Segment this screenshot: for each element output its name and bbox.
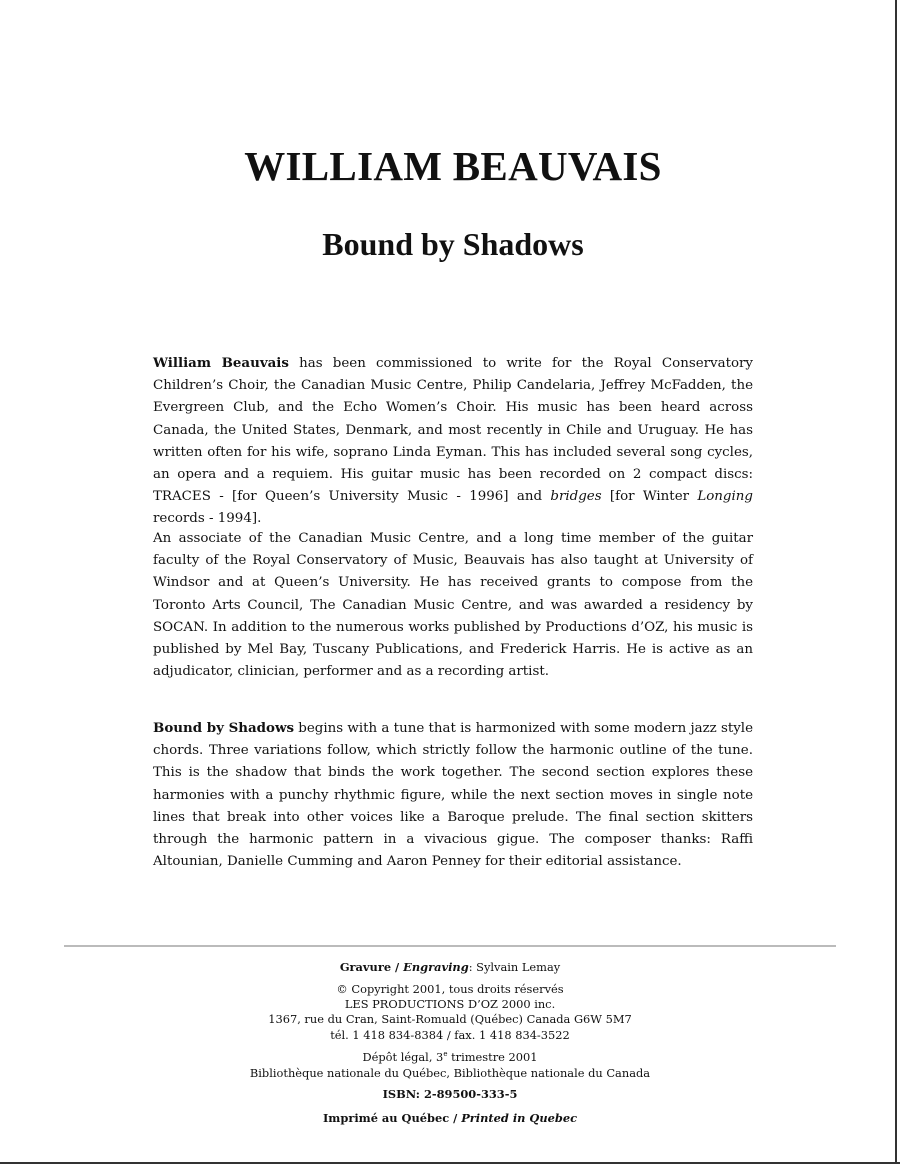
copyright-line: © Copyright 2001, tous droits réservés [336, 982, 564, 996]
piece-title: Bound by Shadows [322, 226, 584, 262]
printed-en: Printed in Quebec [461, 1111, 578, 1125]
engraving-credit [0, 960, 900, 974]
bio1-text-c: records - 1994]. [153, 511, 262, 527]
engraving-label-fr: Gravure [339, 960, 392, 974]
program-notes-paragraph [153, 717, 753, 873]
engraving-label-en: Engraving [403, 960, 469, 974]
record-label: Longing [697, 489, 753, 505]
biography-paragraph-2: An associate of the Canadian Music Centre, and a long time member of the guitar faculty of the Royal Conservatory of Music, Beauvais has also taught at University of Windsor and at Queen’s University. He has received grants to compose from the Toronto Arts Council, The Canadian Music Centre, and was awarded a residency by SOCAN. In addition to the numerous works published by Productions d’OZ, his music is published by Mel Bay, Tuscany Publications, and Frederick Harris. He is active as an adjudicator, clinician, performer and as a recording artist. [153, 531, 753, 680]
printed-in-line [0, 1111, 900, 1125]
biography-paragraph-1 [153, 352, 753, 531]
composer-name: WILLIAM BEAUVAIS [244, 143, 662, 189]
legal-deposit-line: Dépôt légal, 3e trimestre 2001 [362, 1050, 538, 1064]
publisher-address: 1367, rue du Cran, Saint-Romuald (Québec) Canada G6W 5M7 [268, 1012, 632, 1027]
engraver-name: : Sylvain Lemay [468, 960, 561, 974]
libraries-line: Bibliothèque nationale du Québec, Bibliothèque nationale du Canada [249, 1066, 651, 1080]
printed-sep: / [449, 1111, 462, 1125]
composer-name-bold: William Beauvais [153, 355, 289, 371]
divider-rule [64, 945, 836, 947]
bio1-text-a: has been commissioned to write for the Royal Conservatory Children’s Choir, the Canadian Music Centre, Philip Candelaria, Jeffrey McFadden, the Evergreen Club, and the Echo Women’s Choir. His music has been heard across Canada, the United States, Denmark, and most recently in Chile and Uruguay. He has written often for his wife, soprano Linda Eyman. This has included several song cycles, an opera and a requiem. His guitar music has been recorded on 2 compact discs: TRACES - [for Queen’s University Music - 1996] and [153, 356, 753, 505]
publisher-block [0, 982, 900, 1043]
isbn: ISBN: 2-89500-333-5 [382, 1087, 518, 1101]
printed-fr: Imprimé au Québec [322, 1111, 450, 1125]
notes-text: begins with a tune that is harmonized with some modern jazz style chords. Three variations follow, which strictly follow the harmonic outline of the tune. This is the shadow that binds the work together. The second section explores these harmonies with a punchy rhythmic figure, while the next section moves in single note lines that break into other voices like a Baroque prelude. The final section skitters through the harmonic pattern in a vivacious gigue. The composer thanks: Raffi Altounian, Danielle Cumming and Aaron Penney for their editorial assistance. [153, 721, 753, 870]
publisher-name: LES PRODUCTIONS D’OZ 2000 inc. [344, 997, 556, 1012]
legal-deposit-block [0, 1049, 900, 1081]
piece-title-bold: Bound by Shadows [153, 720, 295, 736]
album-title: bridges [550, 489, 602, 505]
publisher-phone: tél. 1 418 834-8384 / fax. 1 418 834-3522 [330, 1027, 570, 1042]
engraving-sep: / [391, 960, 404, 974]
bio1-text-b: [for Winter [601, 489, 698, 505]
